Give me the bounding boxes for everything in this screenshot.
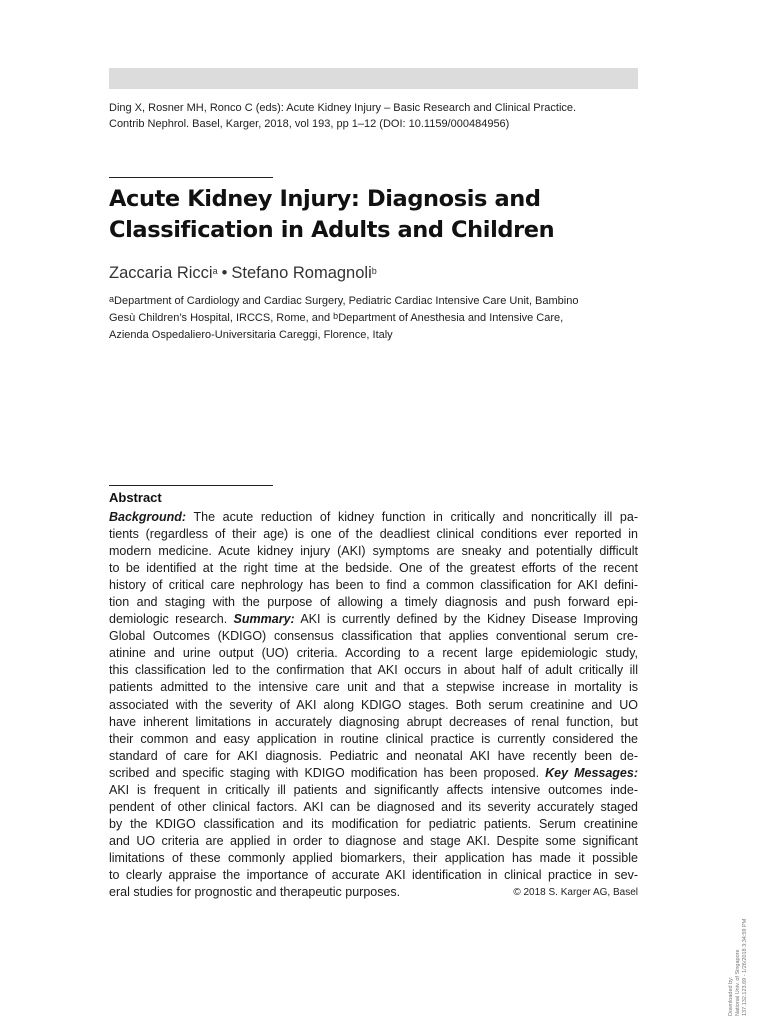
author-name: Zaccaria Ricci [109,264,213,282]
abstract-line: limitations of these commonly applied biomarkers, their application has made it possible [109,850,638,865]
abstract-line: atinine and urine output (UO) criteria. According to a recent large epidemiologic study, [109,646,638,661]
abstract-text: The acute reduction of kidney function in critically and noncritically ill pa- [186,510,638,524]
download-notice-line: 137.132.123.69 - 1/26/2018 3:34:59 PM [742,918,748,1016]
download-notice-line: National Univ. of Singapore [735,949,741,1016]
affiliation-marker: b [371,266,377,276]
abstract-line: and UO criteria are applied in order to diagnose and stage AKI. Despite some significant [109,833,638,848]
abstract-line: AKI is frequent in critically ill patients and significantly affects intensive outcomes inde- [109,782,638,797]
affiliation-line: Azienda Ospedaliero-Universitaria Careggi, Florence, Italy [109,329,393,341]
abstract-line [109,765,638,782]
abstract-line: pendent of other clinical factors. AKI can be diagnosed and its severity accurately staged [109,799,638,814]
abstract-line: by the KDIGO classification and its modification for pediatric patients. Serum creatinine [109,816,638,831]
abstract-line: associated with the severity of AKI along KDIGO stages. Both serum creatinine and UO [109,697,638,712]
abstract-text: eral studies for prognostic and therapeutic purposes. [109,885,401,900]
abstract-line: tion and staging with the purpose of allowing a timely diagnosis and push forward epi- [109,595,638,610]
affiliation-line [109,310,649,327]
affiliation-text: Department of Cardiology and Cardiac Surgery, Pediatric Cardiac Intensive Care Unit, Bambino [114,295,579,307]
keyword-summary: Summary: [233,612,295,627]
abstract-heading: Abstract [109,490,162,505]
title-rule [109,177,273,178]
affiliation-marker: b [333,311,339,321]
abstract-line: patients admitted to the intensive care unit and that a stepwise increase in mortality is [109,680,638,695]
title-line: Acute Kidney Injury: Diagnosis and [109,186,541,212]
download-notice-line: Downloaded by: [728,976,734,1016]
abstract-rule [109,485,273,486]
affiliation-line [109,293,649,310]
affiliation-marker: a [212,266,218,276]
abstract-line [109,611,638,628]
page-title [109,184,649,246]
abstract-line: history of critical care nephrology has been to find a common classification for AKI defini- [109,578,638,593]
download-notice [728,919,749,1016]
abstract-line: their common and easy application in routine clinical practice is currently considered the [109,731,638,746]
citation-line: Ding X, Rosner MH, Ronco C (eds): Acute Kidney Injury – Basic Research and Clinical Practice. [109,102,577,114]
abstract-line: tients (regardless of their age) is one of the deadliest clinical conditions ever reported in [109,527,638,542]
citation-line: Contrib Nephrol. Basel, Karger, 2018, vol 193, pp 1–12 (DOI: 10.1159/000484956) [109,118,510,130]
affiliation-text: Department of Anesthesia and Intensive Care, [338,312,564,324]
abstract-line: standard of care for AKI diagnosis. Pediatric and neonatal AKI have recently been de- [109,748,638,763]
abstract-line [109,884,638,901]
title-line: Classification in Adults and Children [109,217,555,243]
affiliation-marker: a [109,294,115,304]
abstract-text: demiologic research. [109,612,234,627]
abstract-line [109,509,638,526]
affiliation-text: Gesù Children’s Hospital, IRCCS, Rome, and [109,312,334,324]
author-separator: • [221,264,228,282]
header-bar [109,68,638,89]
abstract-line: Global Outcomes (KDIGO) consensus classification that applies conventional serum cre- [109,629,638,644]
keyword-key-messages: Key Messages: [545,765,638,780]
abstract-text: scribed and specific staging with KDIGO modification has been proposed. [109,765,546,780]
abstract-text: AKI is currently defined by the Kidney Disease Improving [294,612,638,627]
author-name: Stefano Romagnoli [231,264,372,282]
affiliations [109,293,649,344]
abstract-line: modern medicine. Acute kidney injury (AKI) symptoms are sneaky and potentially difficult [109,544,638,559]
keyword-background: Background: [109,510,187,524]
author-list [109,262,377,284]
abstract-line: have inherent limitations in accurately diagnosing abrupt decreases of renal function, but [109,714,638,729]
abstract-body [109,509,638,901]
abstract-line: to be identified at the right time at the bedside. One of the greatest efforts of the recent [109,561,638,576]
abstract-line: this classification led to the confirmation that AKI occurs in about half of adult critically ill [109,663,638,678]
citation [109,100,649,132]
abstract-line: to clearly appraise the importance of accurate AKI identification in clinical practice in sev- [109,867,638,882]
copyright-notice: © 2018 S. Karger AG, Basel [513,887,638,899]
